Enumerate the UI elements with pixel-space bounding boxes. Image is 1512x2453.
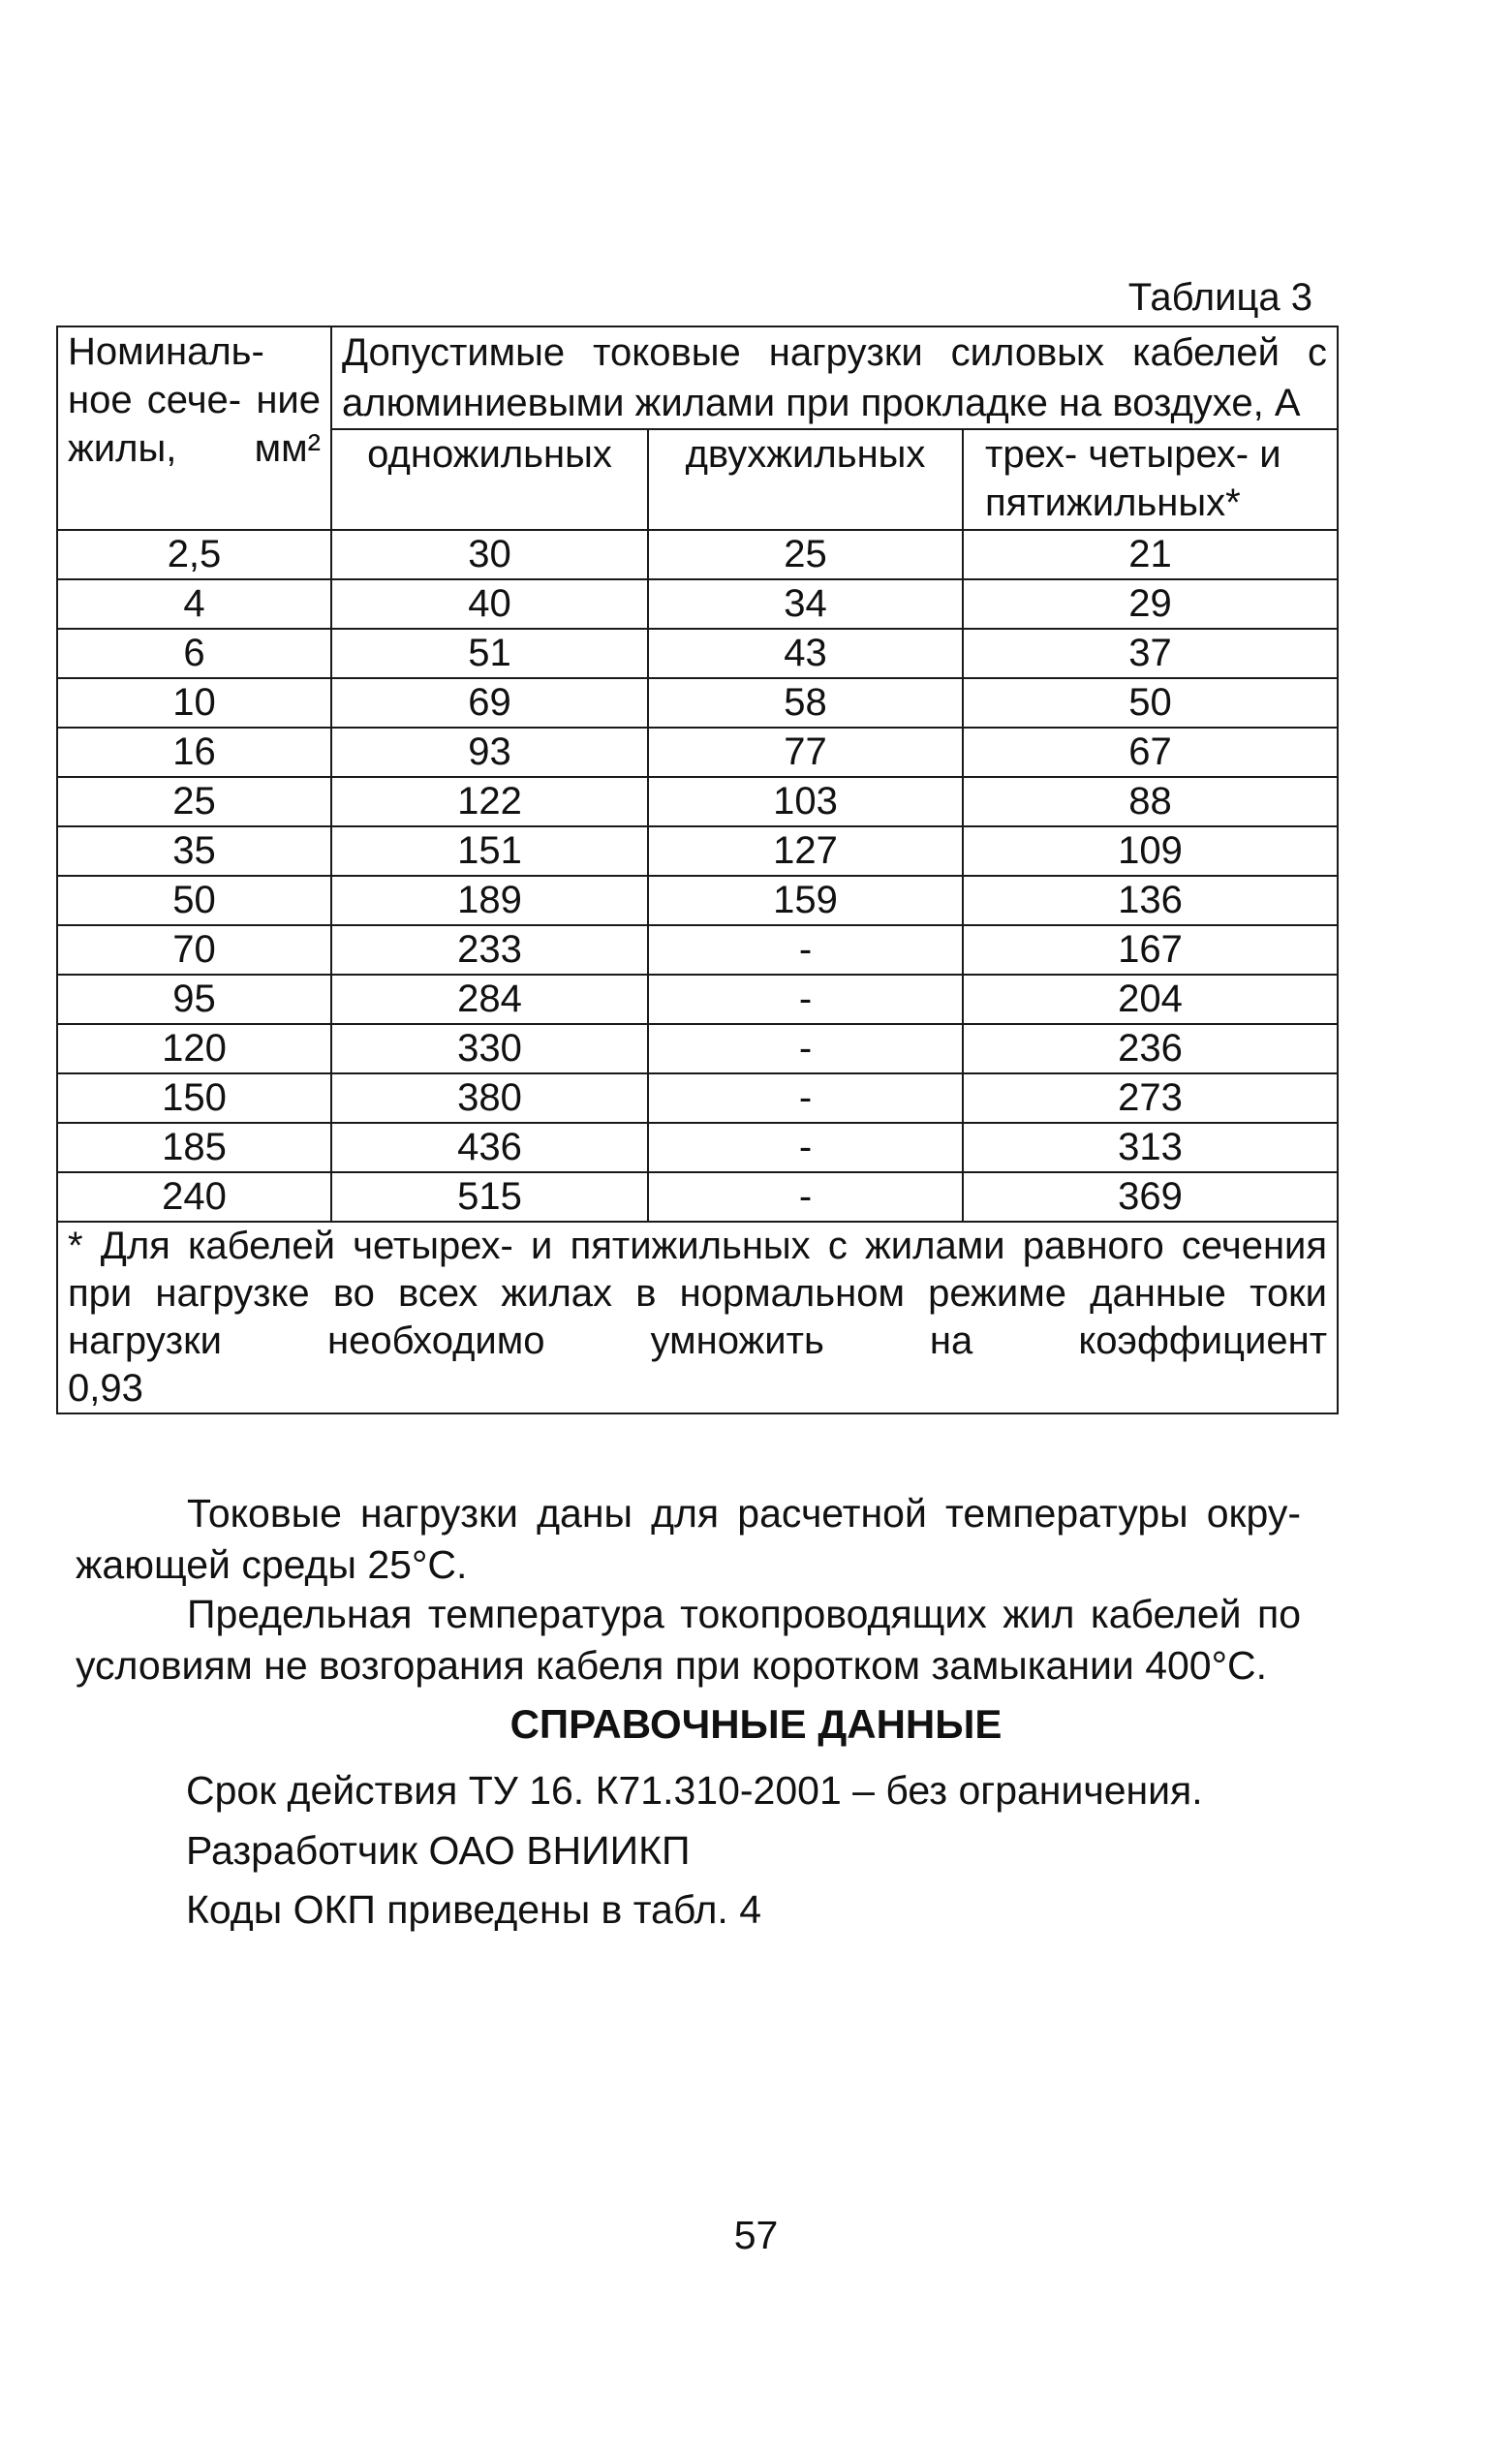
cell-single-core: 30 bbox=[331, 530, 648, 579]
table-row bbox=[57, 678, 1338, 728]
cell-single-core: 515 bbox=[331, 1172, 648, 1222]
cell-two-core: 103 bbox=[648, 777, 963, 826]
table-caption: Таблица 3 bbox=[1127, 276, 1312, 319]
cell-multi-core: 167 bbox=[963, 925, 1338, 975]
cell-two-core: - bbox=[648, 975, 963, 1024]
table-row bbox=[57, 1073, 1338, 1123]
cell-multi-core: 204 bbox=[963, 975, 1338, 1024]
cell-section: 6 bbox=[57, 629, 331, 678]
group-header: Допустимые токовые нагрузки силовых кабелей с алюминиевыми жилами при прокладке на воздухе, А bbox=[331, 326, 1338, 429]
table-row bbox=[57, 975, 1338, 1024]
table-row bbox=[57, 579, 1338, 629]
paragraph-ambient-temperature: Токовые нагрузки даны для расчетной температуры окру- жающей среды 25°С. bbox=[76, 1491, 1301, 1587]
reference-developer: Разработчик ОАО ВНИИКП bbox=[186, 1828, 691, 1873]
cell-single-core: 284 bbox=[331, 975, 648, 1024]
cell-two-core: 159 bbox=[648, 876, 963, 925]
section-column-header: Номиналь- ное сече- ние жилы, мм² bbox=[57, 326, 331, 530]
cell-single-core: 122 bbox=[331, 777, 648, 826]
reference-codes: Коды ОКП приведены в табл. 4 bbox=[186, 1887, 761, 1932]
cell-single-core: 330 bbox=[331, 1024, 648, 1073]
table-row bbox=[57, 1024, 1338, 1073]
cell-multi-core: 109 bbox=[963, 826, 1338, 876]
cell-single-core: 233 bbox=[331, 925, 648, 975]
footnote-text: * Для кабелей четырех- и пятижильных с жилами равного сечения при нагрузке во всех жилах в нормальном режиме данные токи нагрузки необходимо умножить на коэффициент bbox=[68, 1225, 1328, 1362]
subheader-two-core: двухжильных bbox=[648, 429, 963, 530]
cell-two-core: 77 bbox=[648, 728, 963, 777]
table-row bbox=[57, 826, 1338, 876]
cell-multi-core: 29 bbox=[963, 579, 1338, 629]
cell-section: 4 bbox=[57, 579, 331, 629]
table-row bbox=[57, 1172, 1338, 1222]
cell-section: 185 bbox=[57, 1123, 331, 1172]
subheader-multi-core: трех- четырех- и пятижильных* bbox=[963, 429, 1338, 530]
cell-single-core: 93 bbox=[331, 728, 648, 777]
cell-multi-core: 88 bbox=[963, 777, 1338, 826]
cell-single-core: 69 bbox=[331, 678, 648, 728]
cell-single-core: 380 bbox=[331, 1073, 648, 1123]
cell-two-core: 25 bbox=[648, 530, 963, 579]
cell-section: 25 bbox=[57, 777, 331, 826]
cell-section: 120 bbox=[57, 1024, 331, 1073]
cell-section: 70 bbox=[57, 925, 331, 975]
cell-two-core: - bbox=[648, 1172, 963, 1222]
current-load-table bbox=[56, 326, 1339, 1414]
table-footnote bbox=[57, 1222, 1338, 1413]
cell-section: 10 bbox=[57, 678, 331, 728]
cell-single-core: 436 bbox=[331, 1123, 648, 1172]
cell-section: 2,5 bbox=[57, 530, 331, 579]
table-row bbox=[57, 925, 1338, 975]
cell-multi-core: 67 bbox=[963, 728, 1338, 777]
cell-multi-core: 21 bbox=[963, 530, 1338, 579]
cell-two-core: - bbox=[648, 1024, 963, 1073]
cell-section: 150 bbox=[57, 1073, 331, 1123]
cell-multi-core: 369 bbox=[963, 1172, 1338, 1222]
cell-two-core: 127 bbox=[648, 826, 963, 876]
cell-multi-core: 313 bbox=[963, 1123, 1338, 1172]
cell-section: 35 bbox=[57, 826, 331, 876]
table-header-row bbox=[57, 326, 1338, 429]
cell-section: 240 bbox=[57, 1172, 331, 1222]
cell-multi-core: 273 bbox=[963, 1073, 1338, 1123]
cell-multi-core: 37 bbox=[963, 629, 1338, 678]
cell-two-core: 58 bbox=[648, 678, 963, 728]
cell-section: 50 bbox=[57, 876, 331, 925]
reference-validity: Срок действия ТУ 16. К71.310-2001 – без ограничения. bbox=[186, 1768, 1203, 1813]
subheader-single-core: одножильных bbox=[331, 429, 648, 530]
cell-two-core: 34 bbox=[648, 579, 963, 629]
cell-single-core: 40 bbox=[331, 579, 648, 629]
cell-two-core: - bbox=[648, 925, 963, 975]
section-heading: СПРАВОЧНЫЕ ДАННЫЕ bbox=[509, 1701, 1003, 1747]
table-row bbox=[57, 530, 1338, 579]
paragraph-conductor-temperature: Предельная температура токопроводящих жил кабелей по условиям не возгорания кабеля при коротком замыкании 400°С. bbox=[76, 1592, 1301, 1688]
cell-single-core: 189 bbox=[331, 876, 648, 925]
cell-single-core: 51 bbox=[331, 629, 648, 678]
table-row bbox=[57, 777, 1338, 826]
table-row bbox=[57, 876, 1338, 925]
cell-two-core: - bbox=[648, 1073, 963, 1123]
page-number: 57 bbox=[733, 2213, 779, 2257]
cell-single-core: 151 bbox=[331, 826, 648, 876]
cell-two-core: - bbox=[648, 1123, 963, 1172]
cell-section: 95 bbox=[57, 975, 331, 1024]
footnote-coefficient: 0,93 bbox=[68, 1367, 143, 1410]
cell-section: 16 bbox=[57, 728, 331, 777]
table-row bbox=[57, 629, 1338, 678]
cell-multi-core: 136 bbox=[963, 876, 1338, 925]
cell-multi-core: 50 bbox=[963, 678, 1338, 728]
table-row bbox=[57, 1123, 1338, 1172]
cell-multi-core: 236 bbox=[963, 1024, 1338, 1073]
table-footnote-row bbox=[57, 1222, 1338, 1413]
table-row bbox=[57, 728, 1338, 777]
cell-two-core: 43 bbox=[648, 629, 963, 678]
